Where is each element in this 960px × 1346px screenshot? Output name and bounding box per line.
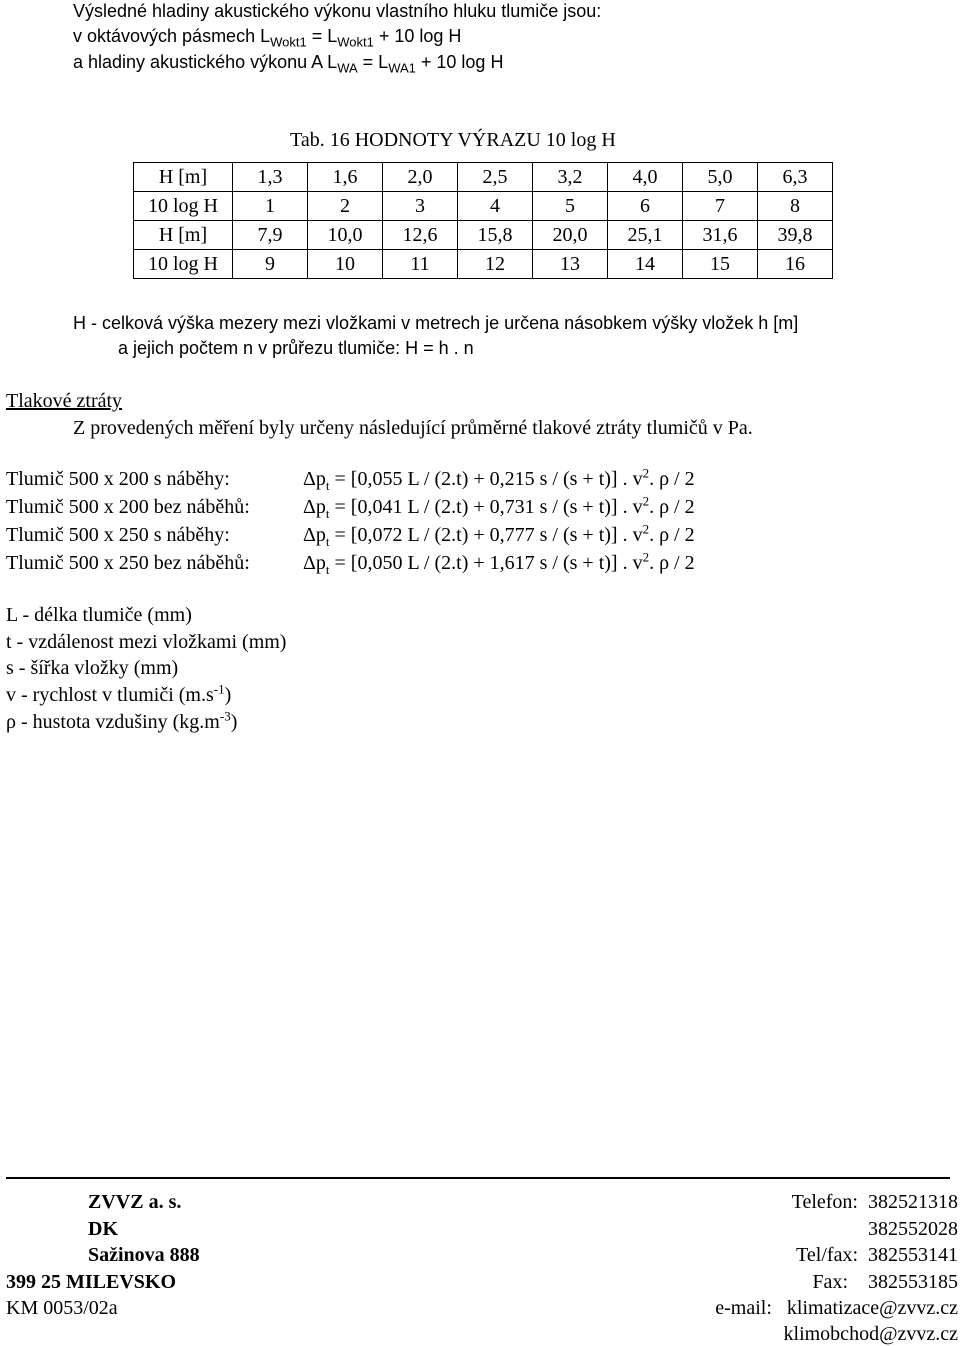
row-label: 10 log H — [134, 250, 233, 279]
legend-item: v - rychlost v tlumiči $(m.s^{-1})$ — [6, 681, 232, 706]
table-cell: 12 — [458, 250, 533, 279]
log-h-table — [133, 162, 833, 279]
section-heading-pressure: Tlakové ztráty — [6, 390, 123, 412]
table-row — [134, 192, 833, 221]
table-cell: 2 — [308, 192, 383, 221]
table-cell: 10,0 — [308, 221, 383, 250]
footer-fax: Fax: 382553185 — [812, 1271, 958, 1293]
footer-phone: Telefon: 382521318 — [791, 1191, 958, 1213]
footer-email[interactable]: e-mail: klimatizace@zvvz.cz — [715, 1297, 958, 1319]
table-cell: 7,9 — [233, 221, 308, 250]
legend-item: ρ - hustota vzdušiny $(kg.m^{-3})$ — [6, 708, 238, 733]
footer-email-2[interactable]: klimobchod@zvvz.cz — [783, 1323, 958, 1345]
table-title: Tab. 16 HODNOTY VÝRAZU 10 log H — [290, 129, 616, 151]
footer-company: ZVVZ a. s. — [88, 1191, 182, 1213]
table-cell: 2,5 — [458, 163, 533, 192]
table-cell: 12,6 — [383, 221, 458, 250]
table-cell: 6,3 — [758, 163, 833, 192]
h-note-line-1: H - celková výška mezery mezi vložkami v metrech je určena násobkem výšky vložek h [m] — [73, 313, 799, 333]
footer-phone-2: 382552028 — [868, 1218, 958, 1240]
footer-dept: DK — [88, 1218, 118, 1240]
table-cell: 10 — [308, 250, 383, 279]
h-note-line-2: a jejich počtem n v průřezu tlumiče: H = h . n — [118, 338, 474, 358]
table-cell: 15 — [683, 250, 758, 279]
intro-line-1: Výsledné hladiny akustického výkonu vlastního hluku tlumiče jsou: — [73, 1, 602, 21]
table-cell: 6 — [608, 192, 683, 221]
table-cell: 13 — [533, 250, 608, 279]
table-row — [134, 250, 833, 279]
table-cell: 31,6 — [683, 221, 758, 250]
table-cell: 20,0 — [533, 221, 608, 250]
footer-divider — [6, 1177, 950, 1179]
table-row — [134, 163, 833, 192]
table-cell: 15,8 — [458, 221, 533, 250]
row-label: 10 log H — [134, 192, 233, 221]
footer-code: KM 0053/02a — [6, 1297, 118, 1319]
formula-expression: $\Delta p_t = [0,072$ L / (2.t) + 0,777 s / (s + t)] . $v^2$. ρ / 2 — [303, 521, 695, 549]
table-cell: 1 — [233, 192, 308, 221]
formula-name: Tlumič 500 x 200 s náběhy: — [6, 468, 230, 490]
table-cell: 14 — [608, 250, 683, 279]
table-cell: 3,2 — [533, 163, 608, 192]
intro-line-2: v oktávových pásmech $L_{Wokt1} = L_{Wokt1} + 10$ log H — [73, 26, 462, 50]
table-cell: 4,0 — [608, 163, 683, 192]
table-cell: 2,0 — [383, 163, 458, 192]
formula-name: Tlumič 500 x 250 bez náběhů: — [6, 552, 250, 574]
table-cell: 16 — [758, 250, 833, 279]
table-cell: 11 — [383, 250, 458, 279]
footer-telfax: Tel/fax: 382553141 — [796, 1244, 958, 1266]
legend-item: L - délka tlumiče (mm) — [6, 604, 192, 626]
table-cell: 25,1 — [608, 221, 683, 250]
table-cell: 4 — [458, 192, 533, 221]
table-cell: 5 — [533, 192, 608, 221]
intro-line-3: a hladiny akustického výkonu A $L_{WA} = L_{WA1} + 10$ log H — [73, 52, 504, 76]
row-label: H [m] — [134, 221, 233, 250]
row-label: H [m] — [134, 163, 233, 192]
table-row — [134, 221, 833, 250]
table-cell: 5,0 — [683, 163, 758, 192]
table-cell: 8 — [758, 192, 833, 221]
table-cell: 9 — [233, 250, 308, 279]
table-cell: 39,8 — [758, 221, 833, 250]
formula-name: Tlumič 500 x 200 bez náběhů: — [6, 496, 250, 518]
formula-expression: $\Delta p_t = [0,041$ L / (2.t) + 0,731 s / (s + t)] . $v^2$. ρ / 2 — [303, 493, 695, 521]
formula-expression: $\Delta p_t = [0,050$ L / (2.t) + 1,617 s / (s + t)] . $v^2$. ρ / 2 — [303, 549, 695, 577]
footer-city: 399 25 MILEVSKO — [6, 1271, 177, 1293]
pressure-intro: Z provedených měření byly určeny následující průměrné tlakové ztráty tlumičů v Pa. — [73, 417, 753, 439]
table-cell: 7 — [683, 192, 758, 221]
table-cell: 1,3 — [233, 163, 308, 192]
formula-name: Tlumič 500 x 250 s náběhy: — [6, 524, 230, 546]
legend-item: t - vzdálenost mezi vložkami (mm) — [6, 631, 287, 653]
table-cell: 3 — [383, 192, 458, 221]
formula-expression: $\Delta p_t = [0,055$ L / (2.t) + 0,215 s / (s + t)] . $v^2$. ρ / 2 — [303, 465, 695, 493]
legend-item: s - šířka vložky (mm) — [6, 657, 179, 679]
footer-street: Sažinova 888 — [88, 1244, 200, 1266]
table-cell: 1,6 — [308, 163, 383, 192]
